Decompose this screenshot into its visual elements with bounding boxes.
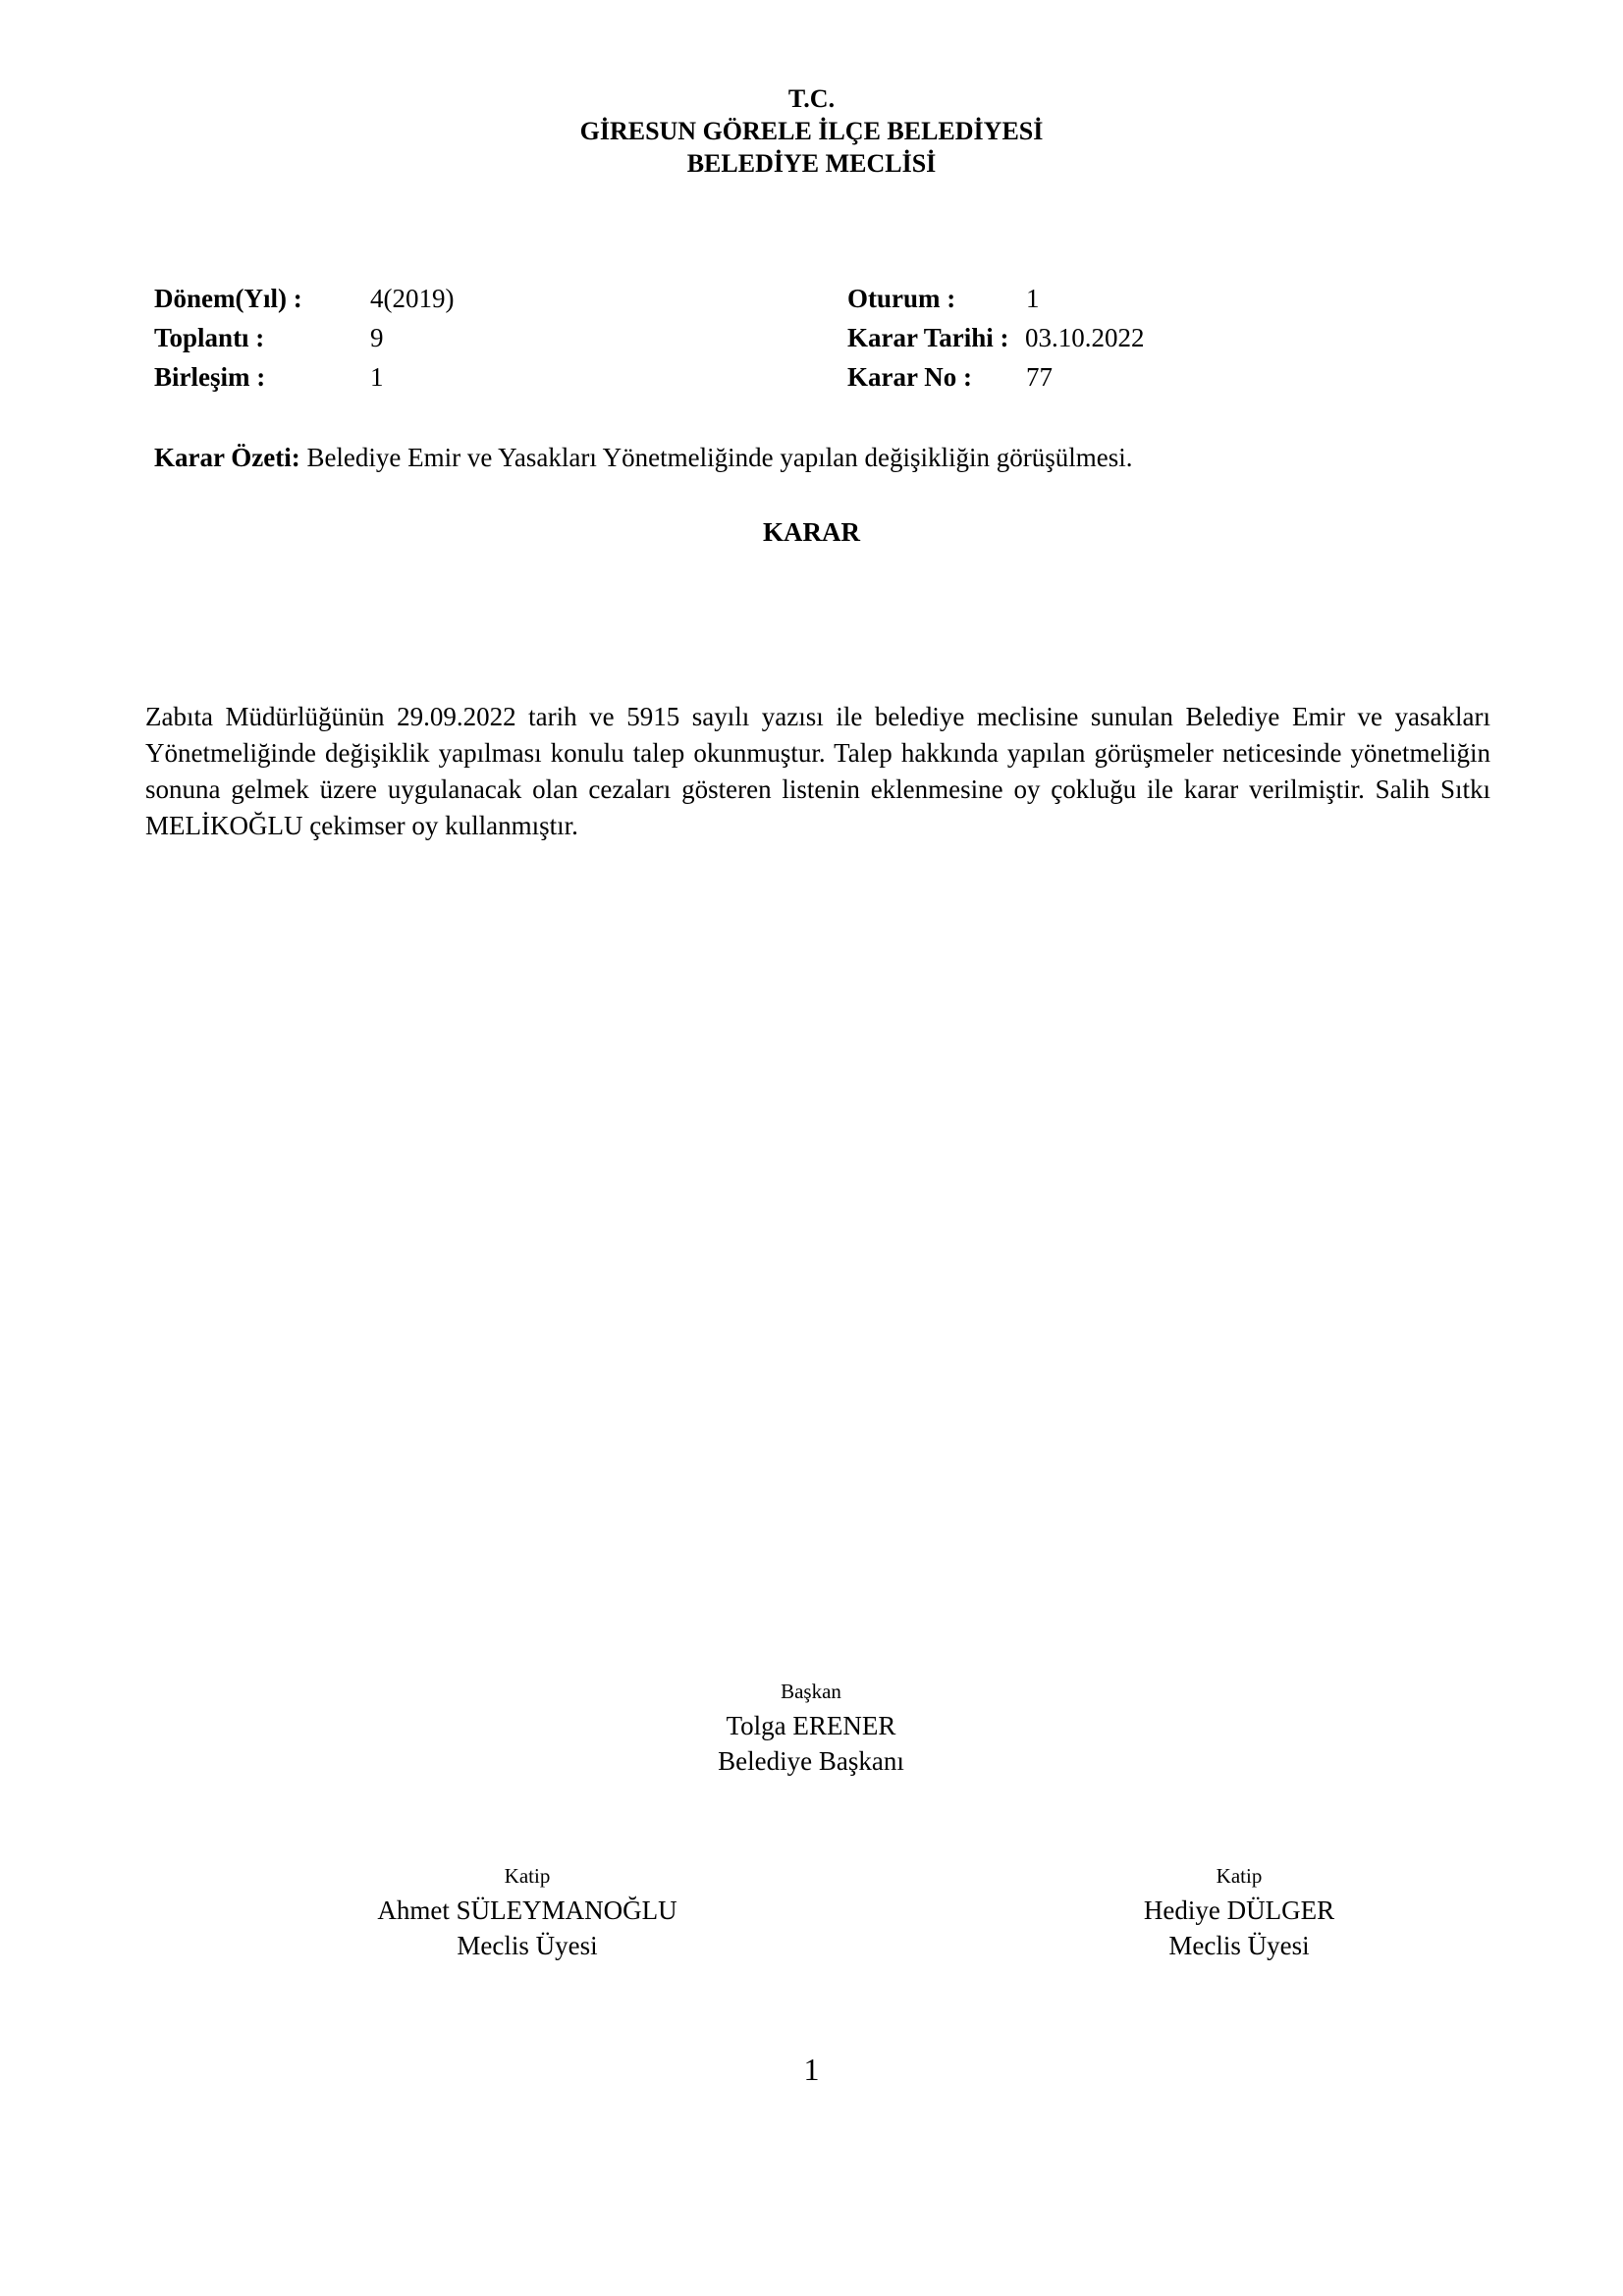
signature-name: Tolga ERENER: [726, 1711, 896, 1740]
donem-label: Dönem(Yıl) :: [154, 284, 302, 313]
summary-label: Karar Özeti:: [154, 443, 300, 472]
oturum-value: 1: [1026, 284, 1040, 313]
signature-name: Ahmet SÜLEYMANOĞLU: [377, 1896, 677, 1925]
signature-title: Meclis Üyesi: [457, 1931, 598, 1960]
birlesim-value: 1: [370, 362, 384, 392]
decision-metadata: [154, 279, 1391, 397]
summary-text: Belediye Emir ve Yasakları Yönetmeliğinde yapılan değişikliğin görüşülmesi.: [306, 443, 1133, 472]
signature-name: Hediye DÜLGER: [1143, 1896, 1335, 1925]
page-number: 1: [803, 2052, 820, 2087]
toplanti-label: Toplantı :: [154, 323, 265, 352]
signature-katip-2: [994, 1859, 1485, 1963]
decision-summary: [154, 440, 1480, 475]
signature-baskan: [566, 1675, 1056, 1779]
signature-role: Katip: [504, 1864, 551, 1888]
karar-tarihi-value: 03.10.2022: [1025, 323, 1145, 352]
oturum-label: Oturum :: [847, 284, 956, 313]
karar-no-label: Karar No :: [847, 362, 972, 392]
header-municipality: GİRESUN GÖRELE İLÇE BELEDİYESİ: [579, 117, 1044, 145]
decision-title: KARAR: [763, 517, 860, 547]
signature-role: Başkan: [781, 1680, 841, 1703]
karar-tarihi-label: Karar Tarihi :: [847, 323, 1009, 352]
birlesim-label: Birleşim :: [154, 362, 266, 392]
signature-role: Katip: [1216, 1864, 1263, 1888]
header-tc: T.C.: [787, 84, 836, 113]
donem-value: 4(2019): [370, 284, 455, 313]
meta-row-3: [154, 357, 1391, 397]
meta-row-2: [154, 318, 1391, 357]
header-council: BELEDİYE MECLİSİ: [686, 149, 937, 178]
document-header: [0, 82, 1623, 180]
decision-body: Zabıta Müdürlüğünün 29.09.2022 tarih ve 5915 sayılı yazısı ile belediye meclisine sunulan Belediye Emir ve yasakları Yönetmeliğinde değişiklik yapılması konulu talep okunmuştur. Talep hakkında yapılan görüşmeler neticesinde yönetmeliğin sonuna gelmek üzere uygulanacak olan cezaları gösteren listenin eklenmesine oy çokluğu ile karar verilmiştir. Salih Sıtkı MELİKOĞLU çekimser oy kullanmıştır.: [145, 702, 1490, 840]
signature-katip-1: [282, 1859, 773, 1963]
signature-title: Belediye Başkanı: [718, 1746, 904, 1776]
toplanti-value: 9: [370, 323, 384, 352]
karar-no-value: 77: [1026, 362, 1053, 392]
signature-title: Meclis Üyesi: [1168, 1931, 1310, 1960]
meta-row-1: [154, 279, 1391, 318]
